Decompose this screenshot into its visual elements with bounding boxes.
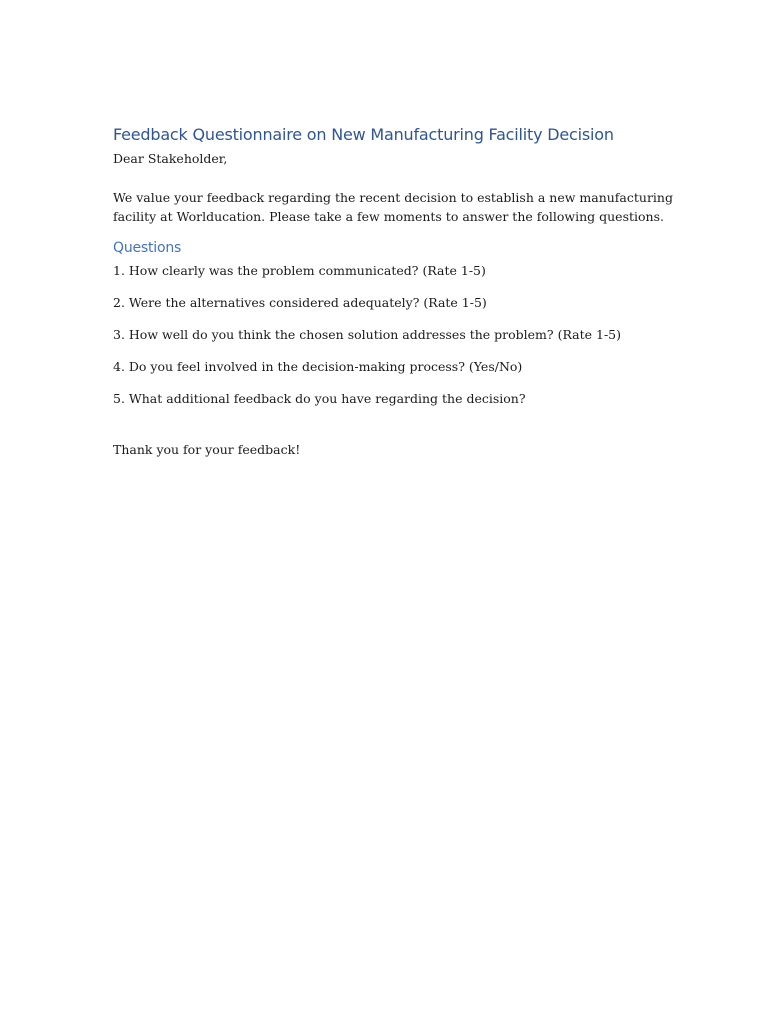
- question-item: 1. How clearly was the problem communicated? (Rate 1-5): [113, 262, 486, 278]
- questions-list: [113, 261, 673, 409]
- question-item: 5. What additional feedback do you have regarding the decision?: [113, 390, 526, 406]
- question-item: 4. Do you feel involved in the decision-making process? (Yes/No): [113, 358, 523, 374]
- questions-heading: Questions: [113, 239, 182, 256]
- greeting-text: Dear Stakeholder,: [113, 151, 228, 166]
- document-title: Feedback Questionnaire on New Manufacturing Facility Decision: [113, 125, 614, 144]
- document-page: [113, 124, 673, 460]
- question-item: 3. How well do you think the chosen solution addresses the problem? (Rate 1-5): [113, 326, 622, 342]
- closing-text: Thank you for your feedback!: [113, 442, 301, 457]
- question-item: 2. Were the alternatives considered adequately? (Rate 1-5): [113, 294, 487, 310]
- intro-paragraph: We value your feedback regarding the recent decision to establish a new manufacturing facility at Worlducation. Please take a few moments to answer the following questions.: [113, 189, 673, 224]
